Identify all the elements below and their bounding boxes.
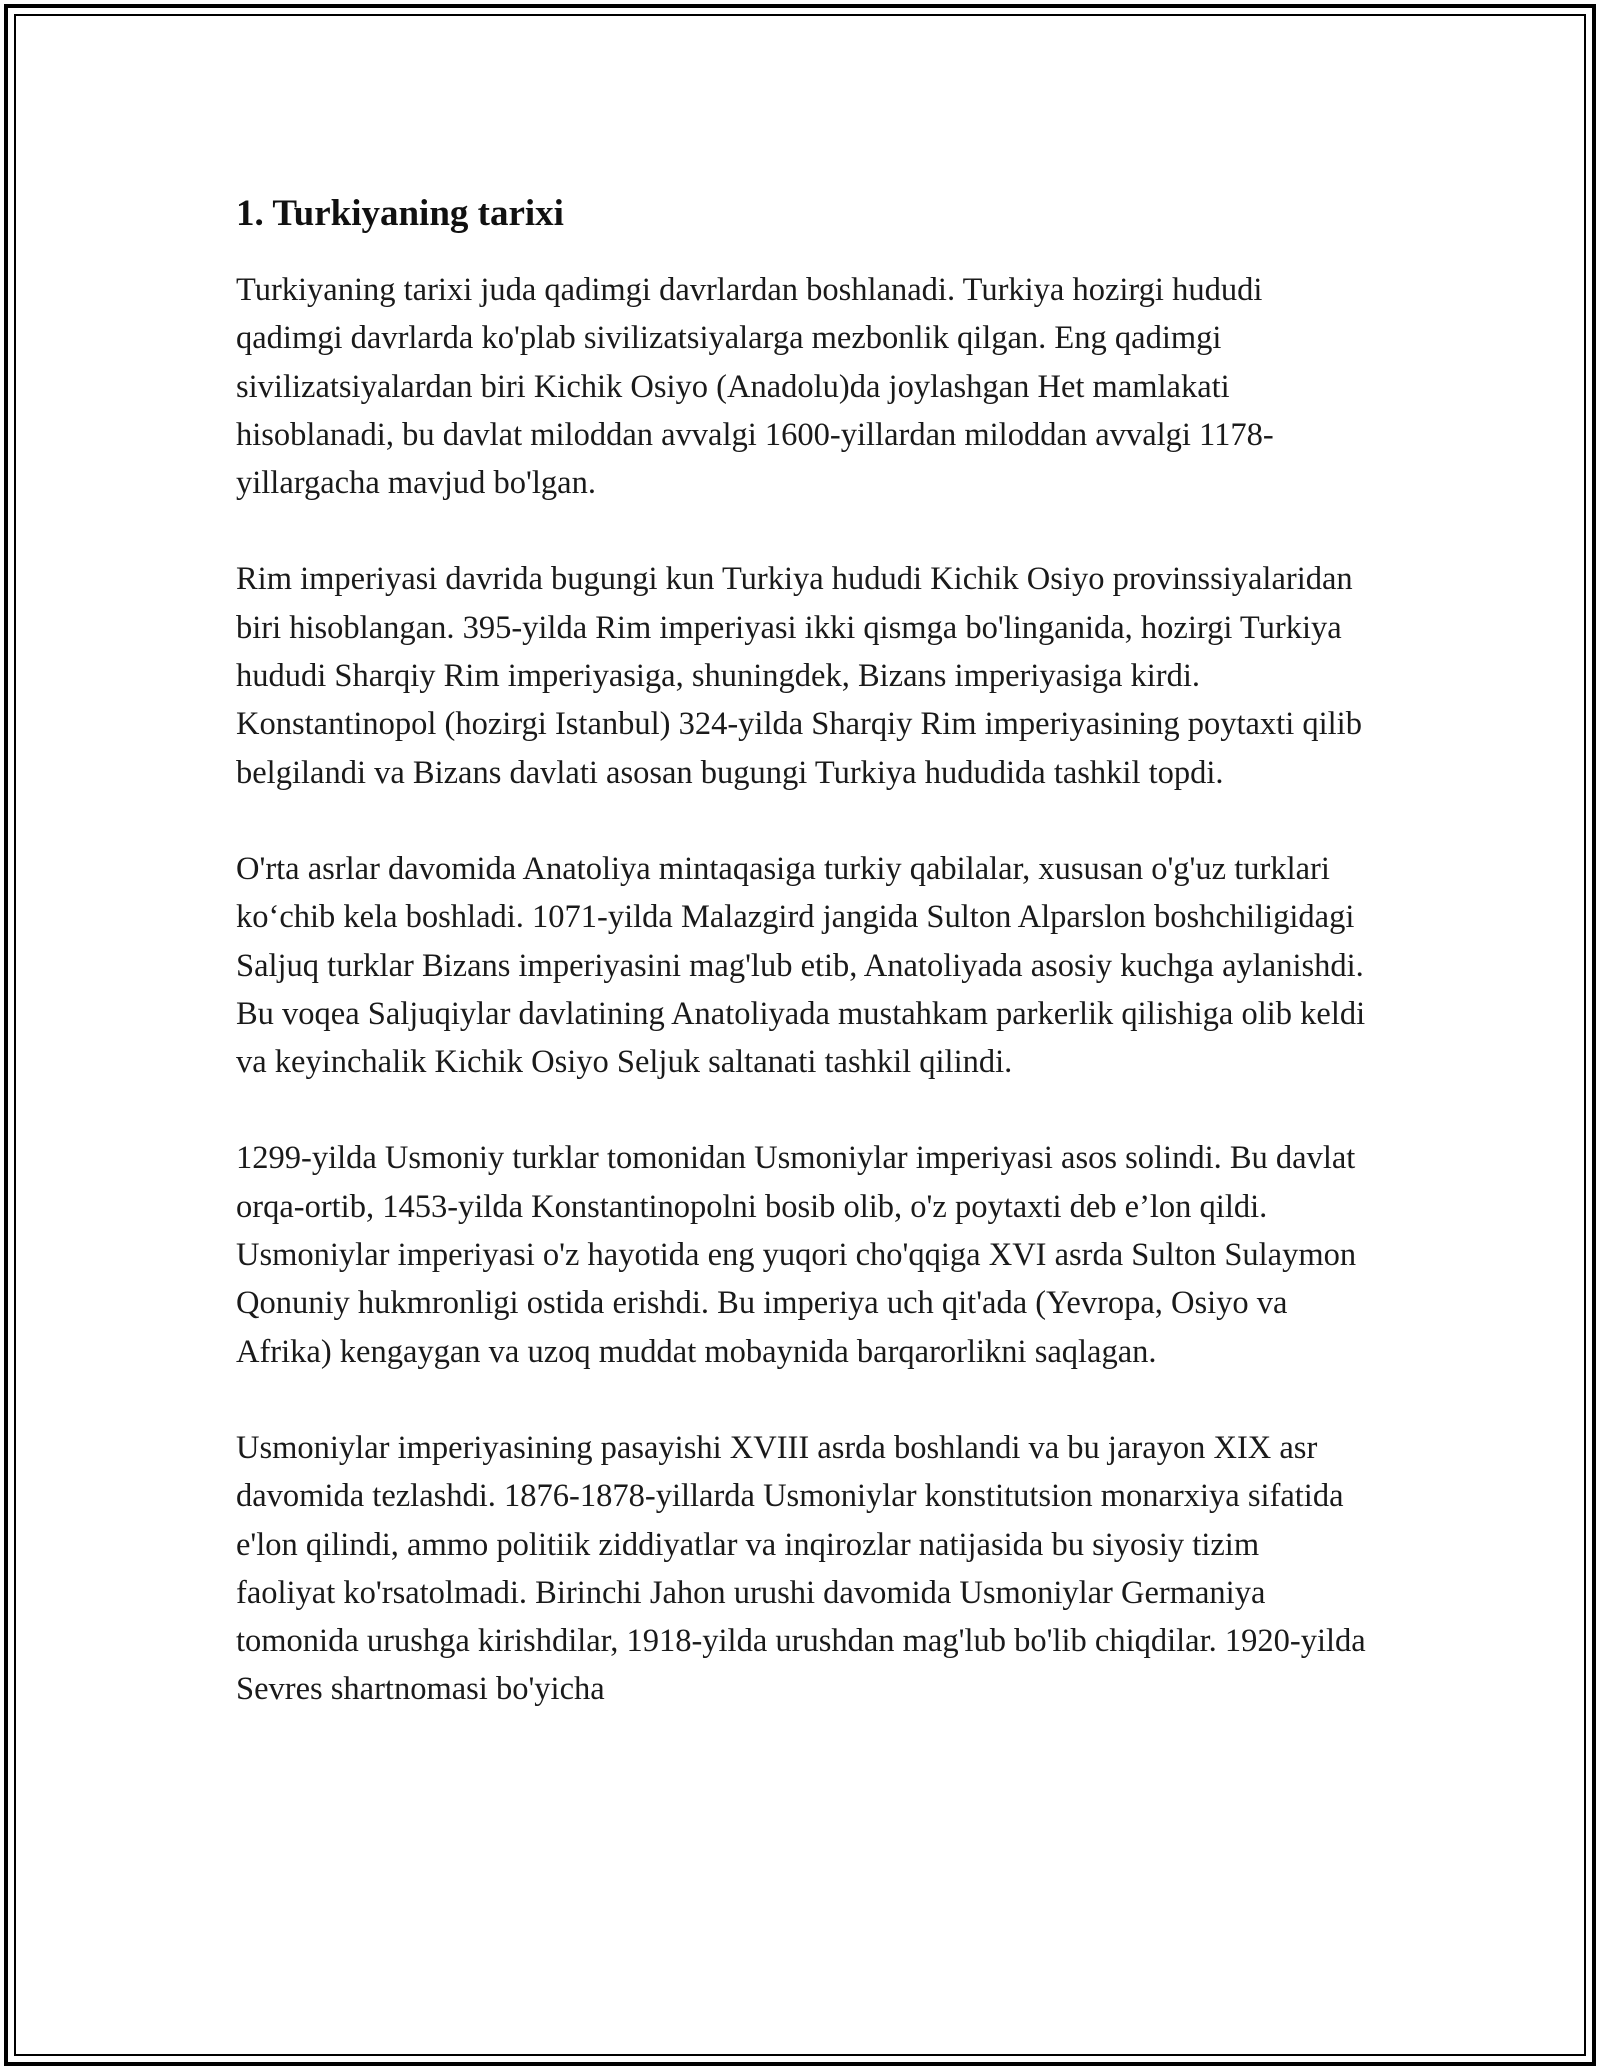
paragraph-2: Rim imperiyasi davrida bugungi kun Turkiya hududi Kichik Osiyo provinssiyalaridan biri hisoblangan. 395-yilda Rim imperiyasi ikki qismga bo'linganida, hozirgi Turkiya hududi Sharqiy Rim imperiyasiga, shuningdek, Bizans imperiyasiga kirdi. Konstantinopol (hozirgi Istanbul) 324-yilda Sharqiy Rim imperiyasining poytaxti qilib belgilandi va Bizans davlati asosan bugungi Turkiya hududida tashkil topdi. [236, 561, 1362, 791]
paragraph-4: 1299-yilda Usmoniy turklar tomonidan Usmoniylar imperiyasi asos solindi. Bu davlat orqa-ortib, 1453-yilda Konstantinopolni bosib olib, o'z poytaxti deb e’lon qildi. Usmoniylar imperiyasi o'z hayotida eng yuqori cho'qqiga XVI asrda Sulton Sulaymon Qonuniy hukmronligi ostida erishdi. Bu imperiya uch qit'ada (Yevropa, Osiyo va Afrika) kengaygan va uzoq muddat mobaynida barqarorlikni saqlagan. [236, 1140, 1357, 1370]
document-page [236, 186, 1366, 1762]
paragraph-3: O'rta asrlar davomida Anatoliya mintaqasiga turkiy qabilalar, xususan o'g'uz turklari ko‘chib kela boshladi. 1071-yilda Malazgird jangida Sulton Alparslon boshchiligidagi Saljuq turklar Bizans imperiyasini mag'lub etib, Anatoliyada asosiy kuchga aylanishdi. Bu voqea Saljuqiylar davlatining Anatoliyada mustahkam parkerlik qilishiga olib keldi va keyinchalik Kichik Osiyo Seljuk saltanati tashkil qilindi. [236, 850, 1366, 1081]
section-heading: 1. Turkiyaning tarixi [236, 193, 564, 234]
paragraph-5: Usmoniylar imperiyasining pasayishi XVIII asrda boshlandi va bu jarayon XIX asr davomida tezlashdi. 1876-1878-yillarda Usmoniylar konstitutsion monarxiya sifatida e'lon qilindi, ammo politiik ziddiyatlar va inqirozlar natijasida bu siyosiy tizim faoliyat ko'rsatolmadi. Birinchi Jahon urushi davomida Usmoniylar Germaniya tomonida urushga kirishdilar, 1918-yilda urushdan mag'lub bo'lib chiqdilar. 1920-yilda Sevres shartnomasi bo'yicha [236, 1429, 1366, 1708]
paragraph-1: Turkiyaning tarixi juda qadimgi davrlardan boshlanadi. Turkiya hozirgi hududi qadimgi davrlarda ko'plab sivilizatsiyalarga mezbonlik qilgan. Eng qadimgi sivilizatsiyalardan biri Kichik Osiyo (Anadolu)da joylashgan Het mamlakati hisoblanadi, bu davlat miloddan avvalgi 1600-yillardan miloddan avvalgi 1178-yillargacha mavjud bo'lgan. [236, 272, 1274, 502]
